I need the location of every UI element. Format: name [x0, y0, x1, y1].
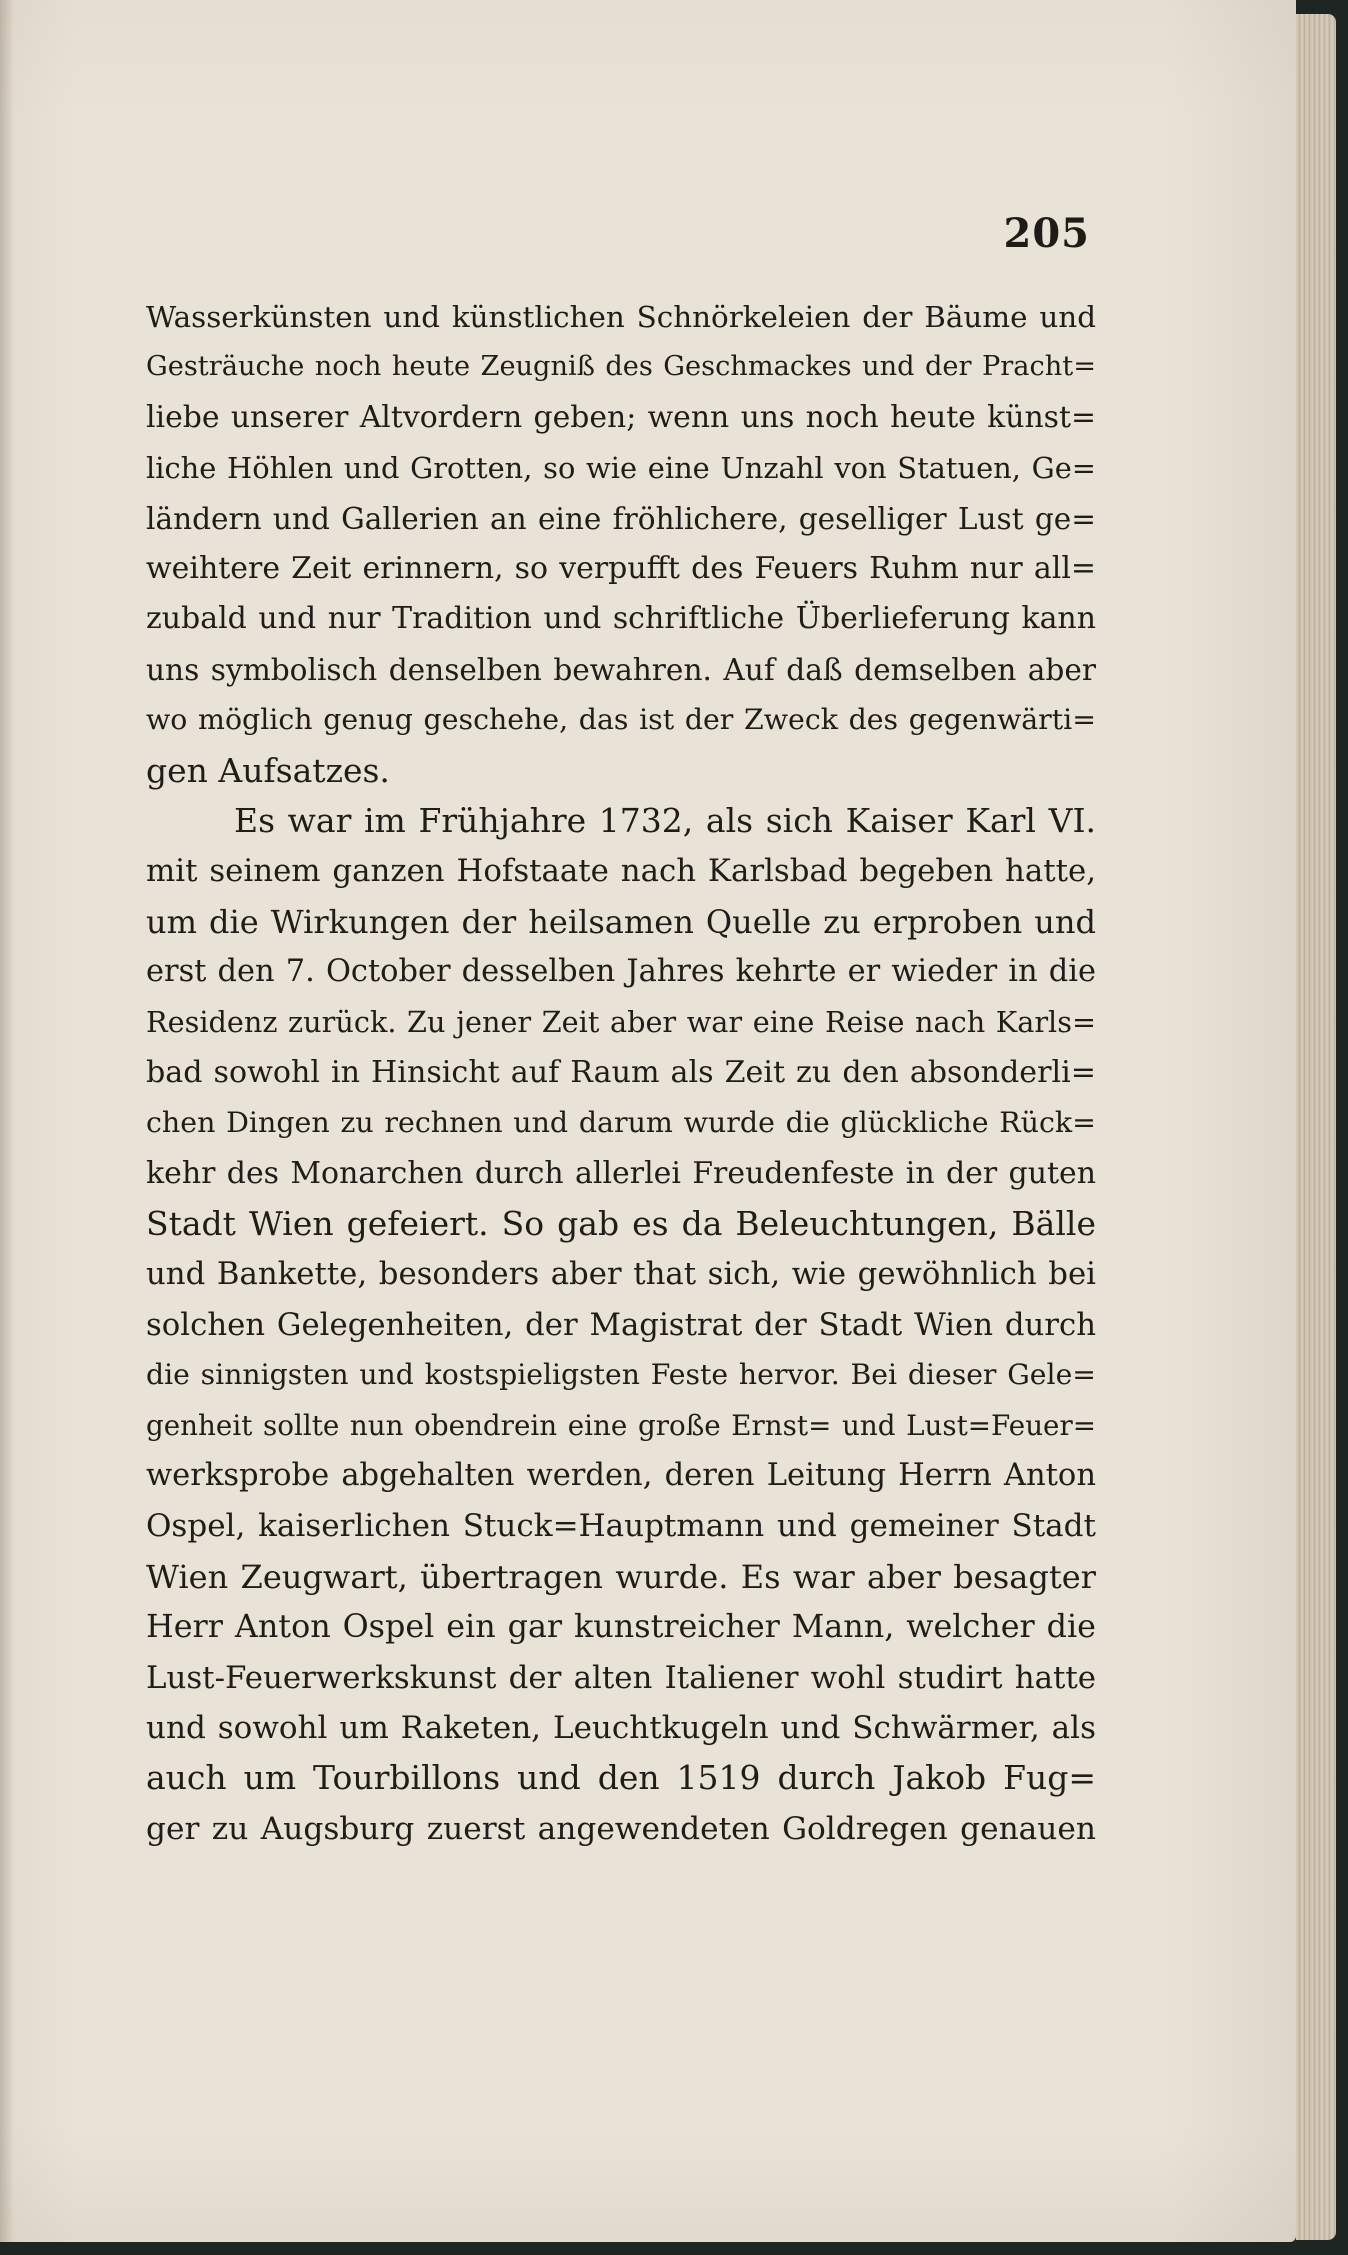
- text-line: und sowohl um Raketen, Leuchtkugeln und Schwärmer, als: [146, 1709, 1096, 1746]
- body-text: [146, 292, 1096, 1854]
- text-line: ger zu Augsburg zuerst angewendeten Goldregen genauen: [146, 1810, 1096, 1847]
- text-line: Ospel, kaiserlichen Stuck=Hauptmann und gemeiner Stadt: [146, 1508, 1096, 1545]
- text-line: chen Dingen zu rechnen und darum wurde die glückliche Rück=: [146, 1106, 1096, 1140]
- text-line: Wasserkünsten und künstlichen Schnörkeleien der Bäume und: [146, 300, 1096, 334]
- text-line: uns symbolisch denselben bewahren. Auf daß demselben aber: [146, 652, 1096, 687]
- text-line: Herr Anton Ospel ein gar kunstreicher Mann, welcher die: [146, 1608, 1096, 1646]
- spine-shadow: [0, 0, 14, 2242]
- text-line: bad sowohl in Hinsicht auf Raum als Zeit zu den absonderli=: [146, 1054, 1096, 1090]
- paragraph-start-line: Es war im Frühjahre 1732, als sich Kaiser Karl VI.: [234, 800, 1096, 840]
- text-line: wo möglich genug geschehe, das ist der Zweck des gegenwärti=: [146, 703, 1096, 737]
- text-line: Residenz zurück. Zu jener Zeit aber war eine Reise nach Karls=: [146, 1005, 1096, 1040]
- text-line: erst den 7. October desselben Jahres kehrte er wieder in die: [146, 954, 1096, 990]
- text-line: weihtere Zeit erinnern, so verpufft des Feuers Ruhm nur all=: [146, 550, 1096, 586]
- page-number: 205: [1003, 210, 1090, 257]
- page-edges: [1296, 14, 1336, 2240]
- text-line: Wien Zeugwart, übertragen wurde. Es war aber besagter: [146, 1557, 1096, 1596]
- text-line: liebe unserer Altvordern geben; wenn uns noch heute künst=: [146, 399, 1096, 435]
- text-line: und Bankette, besonders aber that sich, wie gewöhnlich bei: [146, 1256, 1096, 1293]
- text-line: kehr des Monarchen durch allerlei Freudenfeste in der guten: [146, 1155, 1096, 1191]
- text-line: genheit sollte nun obendrein eine große Ernst= und Lust=Feuer=: [146, 1408, 1096, 1442]
- text-line: auch um Tourbillons und den 1519 durch Jakob Fug=: [146, 1758, 1096, 1798]
- text-line: liche Höhlen und Grotten, so wie eine Unzahl von Statuen, Ge=: [146, 451, 1096, 486]
- text-line: ländern und Gallerien an eine fröhlichere, geselliger Lust ge=: [146, 501, 1096, 536]
- text-line: zubald und nur Tradition und schriftliche Überlieferung kann: [146, 601, 1096, 637]
- text-line: gen Aufsatzes.: [146, 750, 390, 790]
- text-line: Gesträuche noch heute Zeugniß des Geschmackes und der Pracht=: [146, 351, 1096, 383]
- text-line: Lust-Feuerwerkskunst der alten Italiener wohl studirt hatte: [146, 1659, 1096, 1696]
- text-line: mit seinem ganzen Hofstaate nach Karlsbad begeben hatte,: [146, 853, 1096, 890]
- text-line: die sinnigsten und kostspieligsten Feste hervor. Bei dieser Gele=: [146, 1358, 1096, 1392]
- text-line: werksprobe abgehalten werden, deren Leitung Herrn Anton: [146, 1457, 1096, 1493]
- text-line: um die Wirkungen der heilsamen Quelle zu erproben und: [146, 902, 1096, 941]
- text-line: solchen Gelegenheiten, der Magistrat der Stadt Wien durch: [146, 1306, 1096, 1343]
- text-line: Stadt Wien gefeiert. So gab es da Beleuchtungen, Bälle: [146, 1204, 1096, 1244]
